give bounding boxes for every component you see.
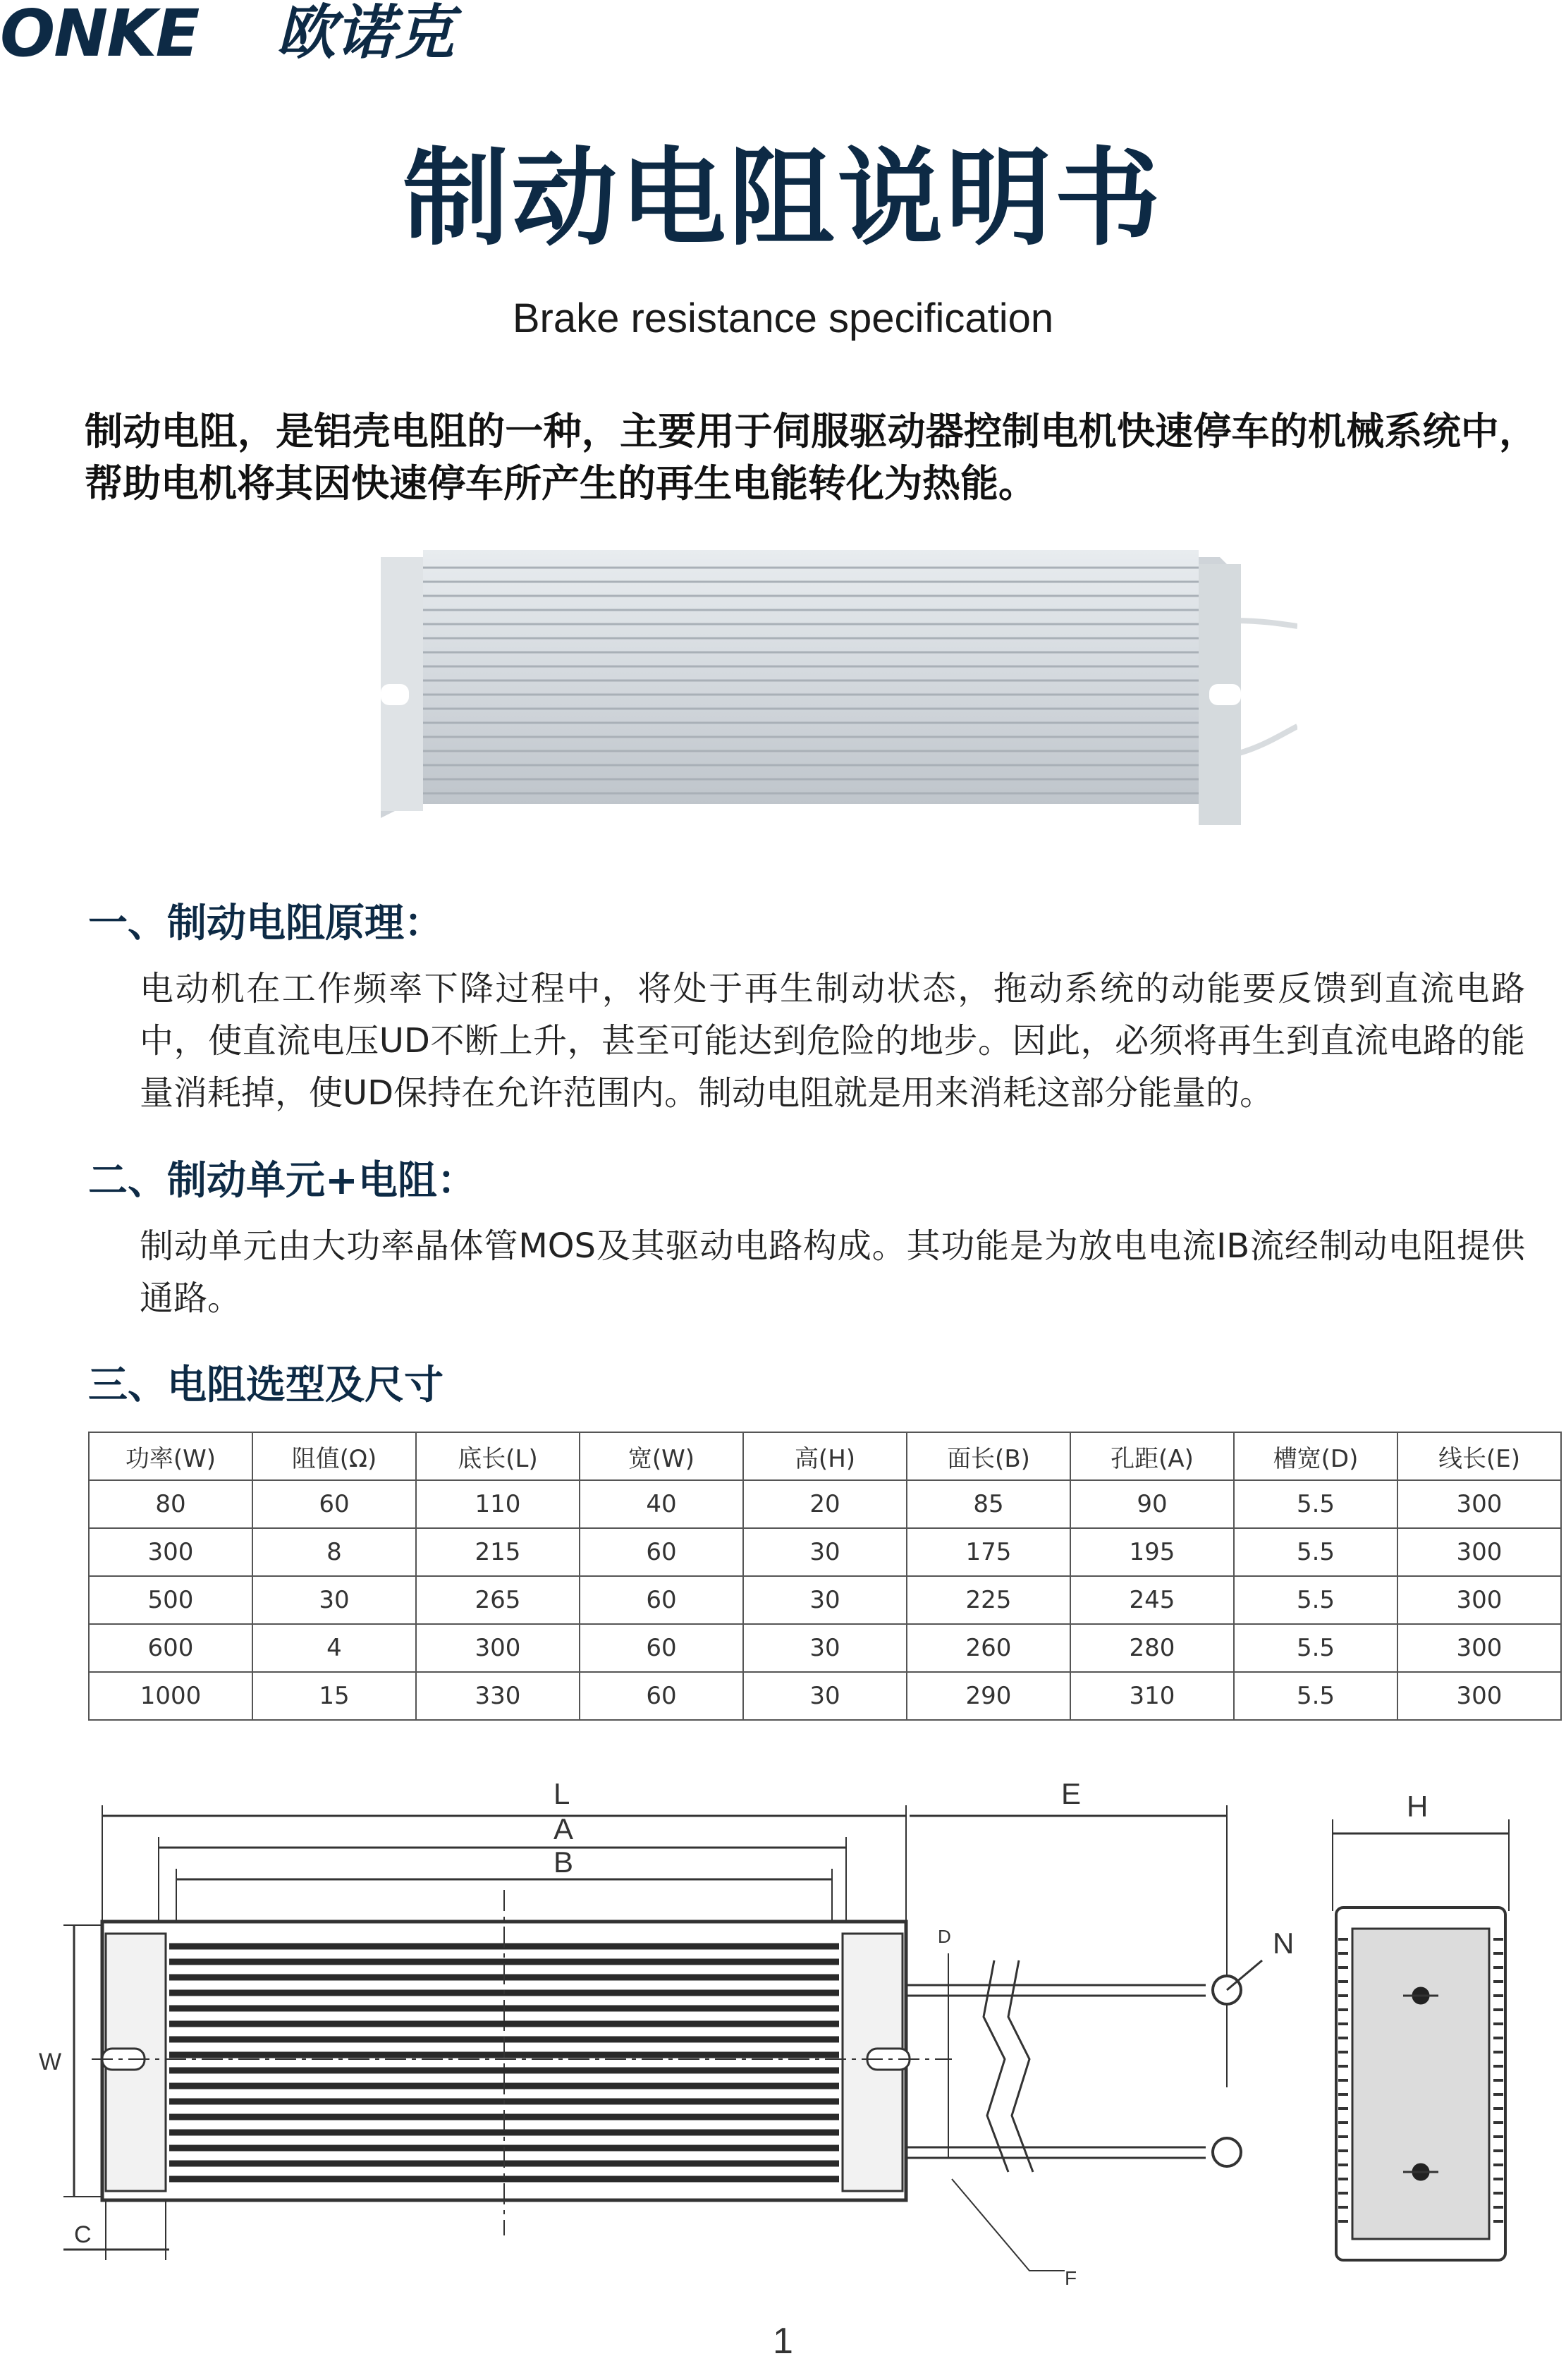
table-row <box>89 1528 1561 1576</box>
column-header: 宽(W) <box>580 1432 743 1480</box>
column-header: 阻值(Ω) <box>252 1432 416 1480</box>
brand-logo <box>0 0 564 71</box>
table-cell: 8 <box>252 1528 416 1576</box>
table-cell: 310 <box>1070 1672 1234 1720</box>
table-cell: 300 <box>416 1624 580 1672</box>
label-N: N <box>1273 1927 1295 1960</box>
table-cell: 300 <box>1397 1576 1561 1624</box>
column-header: 面长(B) <box>907 1432 1070 1480</box>
table-cell: 245 <box>1070 1576 1234 1624</box>
table-row <box>89 1624 1561 1672</box>
table-cell: 5.5 <box>1234 1672 1397 1720</box>
section-heading-principle: 一、制动电阻原理： <box>88 901 444 946</box>
spec-table <box>88 1432 1562 1721</box>
logo-cjk-text: 欧诺克 <box>276 0 455 67</box>
table-cell: 5.5 <box>1234 1624 1397 1672</box>
column-header: 功率(W) <box>89 1432 252 1480</box>
section-body-principle: 电动机在工作频率下降过程中，将处于再生制动状态，拖动系统的动能要反馈到直流电路中，使直流电压UD不断上升，甚至可能达到危险的地步。因此，必须将再生到直流电路的能量消耗掉，使UD保持在允许范围内。制动电阻就是用来消耗这部分能量的。 <box>140 969 1525 1113</box>
document-title: 制动电阻说明书 <box>403 138 1163 260</box>
table-cell: 110 <box>416 1480 580 1528</box>
table-cell: 15 <box>252 1672 416 1720</box>
table-cell: 260 <box>907 1624 1070 1672</box>
column-header: 线长(E) <box>1397 1432 1561 1480</box>
table-cell: 90 <box>1070 1480 1234 1528</box>
logo-latin-text: ONKE <box>0 0 199 71</box>
table-cell: 85 <box>907 1480 1070 1528</box>
table-cell: 1000 <box>89 1672 252 1720</box>
section-heading-selection: 三、电阻选型及尺寸 <box>88 1362 444 1408</box>
table-cell: 215 <box>416 1528 580 1576</box>
column-header: 底长(L) <box>416 1432 580 1480</box>
table-cell: 225 <box>907 1576 1070 1624</box>
section-body-brake-unit: 制动单元由大功率晶体管MOS及其驱动电路构成。其功能是为放电电流IB流经制动电阻提供通路。 <box>140 1226 1525 1318</box>
page-number: 1 <box>773 2321 793 2362</box>
document-subtitle: Brake resistance specification <box>512 295 1054 341</box>
column-header: 孔距(A) <box>1070 1432 1234 1480</box>
table-header-row <box>89 1432 1561 1480</box>
table-cell: 60 <box>580 1672 743 1720</box>
table-row <box>89 1576 1561 1624</box>
dimension-drawing <box>35 1749 1551 2292</box>
label-B: B <box>553 1845 574 1879</box>
table-cell: 4 <box>252 1624 416 1672</box>
table-cell: 5.5 <box>1234 1480 1397 1528</box>
table-cell: 30 <box>743 1624 907 1672</box>
table-cell: 265 <box>416 1576 580 1624</box>
table-cell: 280 <box>1070 1624 1234 1672</box>
label-E: E <box>1061 1777 1082 1810</box>
column-header: 高(H) <box>743 1432 907 1480</box>
table-cell: 60 <box>580 1528 743 1576</box>
label-L: L <box>553 1777 570 1810</box>
table-cell: 290 <box>907 1672 1070 1720</box>
table-row <box>89 1672 1561 1720</box>
section-heading-brake-unit: 二、制动单元+电阻： <box>88 1158 477 1204</box>
table-cell: 40 <box>580 1480 743 1528</box>
table-cell: 30 <box>252 1576 416 1624</box>
label-H: H <box>1407 1790 1429 1823</box>
table-row <box>89 1480 1561 1528</box>
table-cell: 195 <box>1070 1528 1234 1576</box>
brake-resistor-photo <box>367 536 1297 832</box>
table-cell: 30 <box>743 1576 907 1624</box>
table-cell: 60 <box>580 1576 743 1624</box>
label-D: D <box>938 1926 951 1947</box>
table-cell: 500 <box>89 1576 252 1624</box>
table-cell: 80 <box>89 1480 252 1528</box>
table-cell: 60 <box>252 1480 416 1528</box>
table-cell: 600 <box>89 1624 252 1672</box>
table-cell: 5.5 <box>1234 1576 1397 1624</box>
table-cell: 300 <box>1397 1480 1561 1528</box>
label-F: F <box>1065 2267 1077 2289</box>
table-cell: 60 <box>580 1624 743 1672</box>
table-cell: 5.5 <box>1234 1528 1397 1576</box>
table-cell: 300 <box>89 1528 252 1576</box>
table-cell: 20 <box>743 1480 907 1528</box>
label-A: A <box>553 1812 574 1845</box>
label-W: W <box>39 2049 62 2075</box>
table-cell: 330 <box>416 1672 580 1720</box>
column-header: 槽宽(D) <box>1234 1432 1397 1480</box>
table-cell: 300 <box>1397 1624 1561 1672</box>
intro-paragraph: 制动电阻，是铝壳电阻的一种，主要用于伺服驱动器控制电机快速停车的机械系统中，帮助电机将其因快速停车所产生的再生电能转化为热能。 <box>85 409 1537 506</box>
label-C: C <box>74 2221 92 2248</box>
table-cell: 30 <box>743 1528 907 1576</box>
table-cell: 30 <box>743 1672 907 1720</box>
table-cell: 175 <box>907 1528 1070 1576</box>
table-cell: 300 <box>1397 1528 1561 1576</box>
table-cell: 300 <box>1397 1672 1561 1720</box>
